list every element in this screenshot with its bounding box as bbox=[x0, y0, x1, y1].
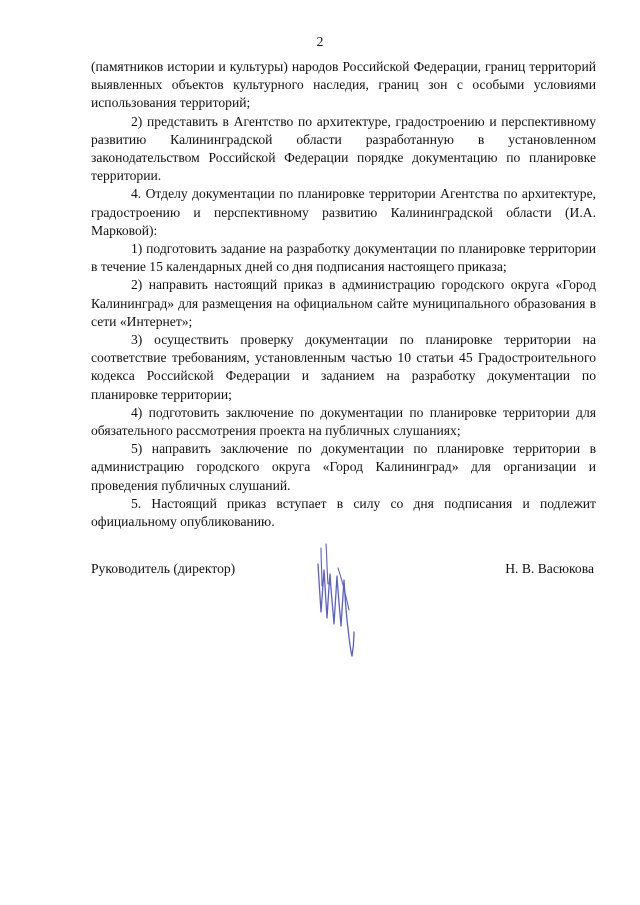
document-body bbox=[91, 58, 596, 531]
handwritten-signature bbox=[312, 540, 362, 662]
paragraph-section-5: 5. Настоящий приказ вступает в силу со дня подписания и подлежит официальному опубликованию. bbox=[91, 495, 596, 530]
paragraph-section-4: 4. Отделу документации по планировке территории Агентства по архитектуре, градостроению и перспективному развитию Калининградской области (И.А. Марковой): bbox=[91, 186, 596, 238]
paragraph-item-5-send-conclusion: 5) направить заключение по документации по планировке территории в администрацию городского округа «Город Калининград» для организации и проведения публичных слушаний. bbox=[91, 441, 596, 493]
paragraph-item-4-conclusion: 4) подготовить заключение по документации по планировке территории для обязательного рассмотрения проекта на публичных слушаниях; bbox=[91, 404, 596, 439]
paragraph-item-2-send-order: 2) направить настоящий приказ в администрацию городского округа «Город Калининград» для размещения на официальном сайте муниципального образования в сети «Интернет»; bbox=[91, 277, 596, 329]
signatory-title: Руководитель (директор) bbox=[91, 561, 236, 576]
paragraph-continuation: (памятников истории и культуры) народов Российской Федерации, границ территорий выявленных объектов культурного наследия, границ зон с особыми условиями использования территорий; bbox=[91, 59, 596, 111]
paragraph-item-2-submit: 2) представить в Агентство по архитектуре, градостроению и перспективному развитию Калининградской области разработанную в установленном законодательством Российской Федерации порядке документацию по планировке территории. bbox=[91, 113, 596, 184]
signatory-name: Н. В. Васюкова bbox=[505, 561, 594, 576]
page-number: 2 bbox=[316, 34, 324, 49]
paragraph-item-1-prepare-task: 1) подготовить задание на разработку документации по планировке территории в течение 15 календарных дней со дня подписания настоящего приказа; bbox=[91, 241, 596, 275]
paragraph-item-3-check: 3) осуществить проверку документации по планировке территории на соответствие требованиям, установленным частью 10 статьи 45 Градостроительного кодекса Российской Федерации и заданием на разработку документации по планировке территории; bbox=[91, 332, 596, 402]
